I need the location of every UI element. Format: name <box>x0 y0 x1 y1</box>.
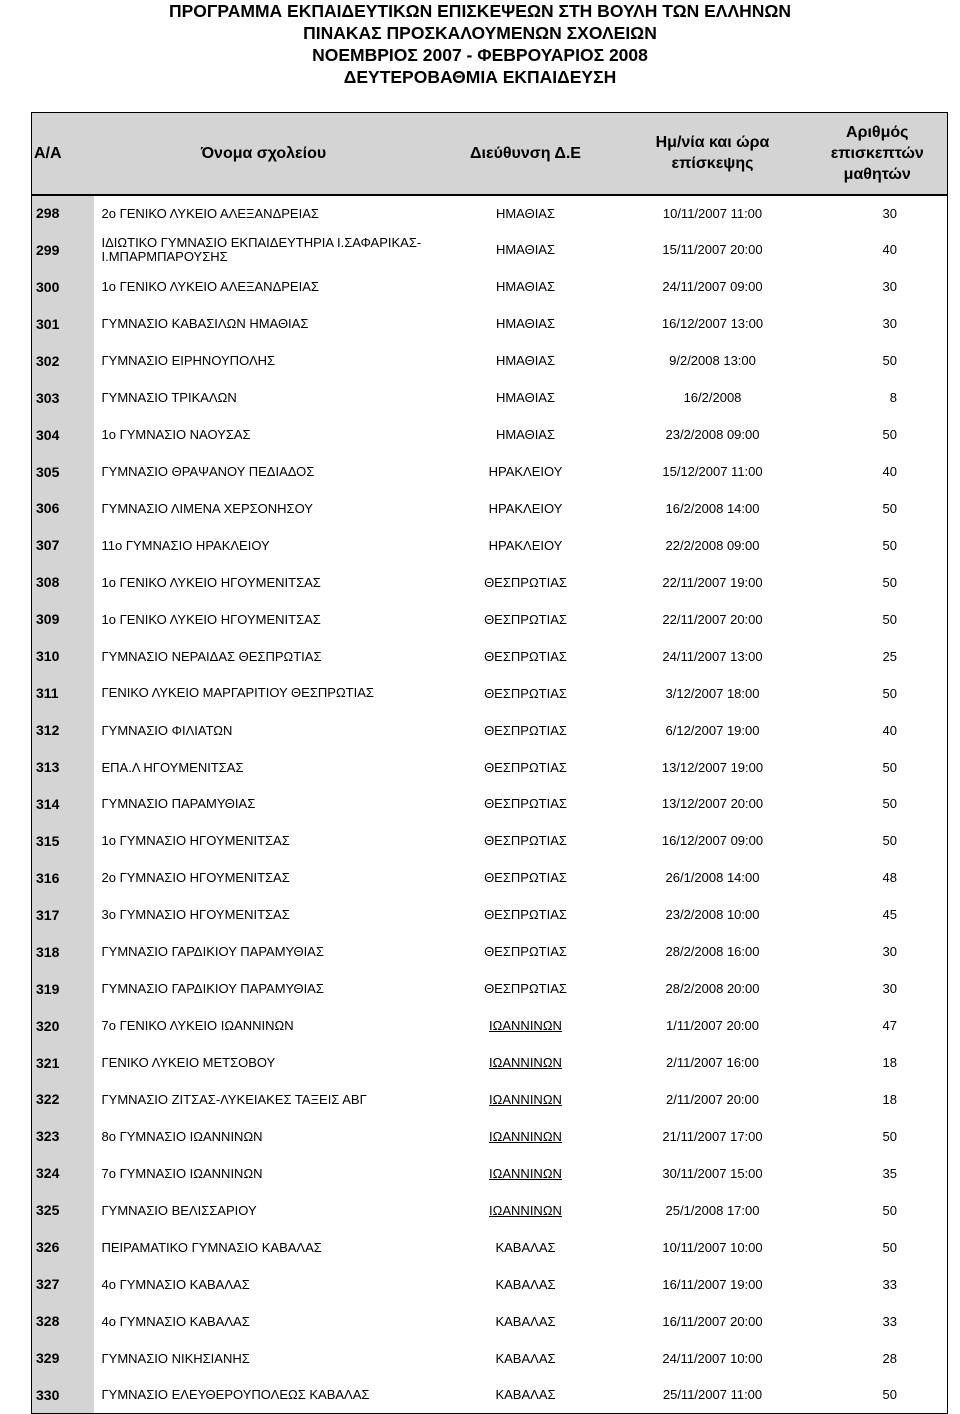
table-row <box>32 1155 948 1192</box>
student-count: 30 <box>882 279 897 295</box>
student-count: 50 <box>882 833 897 849</box>
direction: ΙΩΑΝΝΙΝΩΝ <box>489 1165 562 1181</box>
student-count: 50 <box>882 1128 897 1144</box>
student-count: 18 <box>882 1091 897 1107</box>
header-students <box>808 113 948 195</box>
student-count: 50 <box>882 574 897 590</box>
student-count: 50 <box>882 685 897 701</box>
table-row <box>32 1118 948 1155</box>
visit-date: 3/12/2007 18:00 <box>665 685 760 701</box>
student-count: 30 <box>882 981 897 997</box>
row-index: 321 <box>32 1044 94 1081</box>
school-name: ΓΥΜΝΑΣΙΟ ΛΙΜΕΝΑ ΧΕΡΣΟΝΗΣΟΥ <box>101 500 313 516</box>
row-index: 299 <box>32 231 94 268</box>
header-date-line1: Ημ/νία και ώρα <box>655 134 770 152</box>
student-count: 50 <box>882 611 897 627</box>
visit-date: 6/12/2007 19:00 <box>665 722 760 738</box>
school-name: 4ο ΓΥΜΝΑΣΙΟ ΚΑΒΑΛΑΣ <box>101 1313 250 1329</box>
student-count: 40 <box>882 722 897 738</box>
visit-date: 15/11/2007 20:00 <box>662 242 763 258</box>
row-index: 300 <box>32 268 94 305</box>
table-row <box>32 1340 948 1377</box>
student-count: 48 <box>882 870 897 886</box>
school-name: 1ο ΓΕΝΙΚΟ ΛΥΚΕΙΟ ΗΓΟΥΜΕΝΙΤΣΑΣ <box>101 574 321 590</box>
school-name: ΓΥΜΝΑΣΙΟ ΝΙΚΗΣΙΑΝΗΣ <box>101 1350 250 1366</box>
direction: ΘΕΣΠΡΩΤΙΑΣ <box>484 907 567 923</box>
school-name: 1ο ΓΕΝΙΚΟ ΛΥΚΕΙΟ ΑΛΕΞΑΝΔΡΕΙΑΣ <box>101 279 319 295</box>
direction: ΘΕΣΠΡΩΤΙΑΣ <box>484 981 567 997</box>
visit-date: 10/11/2007 10:00 <box>662 1239 763 1255</box>
school-name: 4ο ΓΥΜΝΑΣΙΟ ΚΑΒΑΛΑΣ <box>101 1276 250 1292</box>
header-school: Όνομα σχολείου <box>94 113 434 195</box>
student-count: 30 <box>882 316 897 332</box>
table-row <box>32 675 948 712</box>
visit-date: 28/2/2008 16:00 <box>665 944 760 960</box>
table-row <box>32 231 948 268</box>
row-index: 328 <box>32 1303 94 1340</box>
visit-date: 10/11/2007 11:00 <box>662 205 763 221</box>
student-count: 40 <box>882 464 897 480</box>
title-line-2: ΠΙΝΑΚΑΣ ΠΡΟΣΚΑΛΟΥΜΕΝΩΝ ΣΧΟΛΕΙΩΝ <box>303 23 657 43</box>
row-index: 315 <box>32 822 94 859</box>
row-index: 330 <box>32 1377 94 1414</box>
visit-date: 16/11/2007 19:00 <box>662 1276 763 1292</box>
direction: ΗΡΑΚΛΕΙΟΥ <box>488 500 563 516</box>
document-title <box>0 0 960 88</box>
school-name: 1ο ΓΥΜΝΑΣΙΟ ΝΑΟΥΣΑΣ <box>101 427 251 443</box>
student-count: 50 <box>882 500 897 516</box>
student-count: 50 <box>882 796 897 812</box>
visit-date: 28/2/2008 20:00 <box>665 981 760 997</box>
header-direction: Διεύθυνση Δ.Ε <box>434 113 618 195</box>
visit-date: 22/11/2007 19:00 <box>662 574 763 590</box>
student-count: 28 <box>882 1350 897 1366</box>
school-name: ΓΥΜΝΑΣΙΟ ΓΑΡΔΙΚΙΟΥ ΠΑΡΑΜΥΘΙΑΣ <box>101 981 324 997</box>
student-count: 18 <box>882 1055 897 1071</box>
row-index: 312 <box>32 712 94 749</box>
student-count: 30 <box>882 205 897 221</box>
school-name: ΠΕΙΡΑΜΑΤΙΚΟ ΓΥΜΝΑΣΙΟ ΚΑΒΑΛΑΣ <box>101 1239 322 1255</box>
student-count: 45 <box>882 907 897 923</box>
table-row <box>32 970 948 1007</box>
row-index: 329 <box>32 1340 94 1377</box>
school-name: ΙΔΙΩΤΙΚΟ ΓΥΜΝΑΣΙΟ ΕΚΠΑΙΔΕΥΤΗΡΙΑ Ι.ΣΑΦΑΡΙΚΑΣ-Ι.ΜΠΑΡΜΠΑΡΟΥΣΗΣ <box>101 234 422 264</box>
visit-date: 24/11/2007 10:00 <box>662 1350 763 1366</box>
header-students-line2: επισκεπτών <box>830 144 924 162</box>
row-index: 298 <box>32 195 94 232</box>
table-row <box>32 305 948 342</box>
visit-date: 9/2/2008 13:00 <box>669 353 756 369</box>
school-name: ΓΥΜΝΑΣΙΟ ΦΙΛΙΑΤΩΝ <box>101 722 233 738</box>
direction: ΙΩΑΝΝΙΝΩΝ <box>489 1128 562 1144</box>
row-index: 309 <box>32 601 94 638</box>
table-row <box>32 1007 948 1044</box>
table-row <box>32 342 948 379</box>
row-index: 304 <box>32 416 94 453</box>
table-row <box>32 822 948 859</box>
direction: ΚΑΒΑΛΑΣ <box>495 1387 556 1403</box>
direction: ΘΕΣΠΡΩΤΙΑΣ <box>484 685 567 701</box>
school-name: 7ο ΓΥΜΝΑΣΙΟ ΙΩΑΝΝΙΝΩΝ <box>101 1165 263 1181</box>
table-row <box>32 1192 948 1229</box>
visit-date: 30/11/2007 15:00 <box>662 1165 763 1181</box>
student-count: 50 <box>882 1387 897 1403</box>
row-index: 322 <box>32 1081 94 1118</box>
visit-date: 13/12/2007 19:00 <box>661 759 764 775</box>
direction: ΚΑΒΑΛΑΣ <box>495 1350 556 1366</box>
table-row <box>32 564 948 601</box>
direction: ΗΜΑΘΙΑΣ <box>495 316 556 332</box>
school-name: 1ο ΓΕΝΙΚΟ ΛΥΚΕΙΟ ΗΓΟΥΜΕΝΙΤΣΑΣ <box>101 611 321 627</box>
table-row <box>32 896 948 933</box>
row-index: 310 <box>32 638 94 675</box>
row-index: 308 <box>32 564 94 601</box>
student-count: 50 <box>882 1239 897 1255</box>
row-index: 317 <box>32 896 94 933</box>
school-name: ΓΥΜΝΑΣΙΟ ΘΡΑΨΑΝΟΥ ΠΕΔΙΑΔΟΣ <box>101 464 315 480</box>
visit-date: 25/1/2008 17:00 <box>665 1202 760 1218</box>
row-index: 307 <box>32 527 94 564</box>
row-index: 318 <box>32 933 94 970</box>
row-index: 326 <box>32 1229 94 1266</box>
student-count: 33 <box>882 1276 897 1292</box>
table-row <box>32 527 948 564</box>
direction: ΙΩΑΝΝΙΝΩΝ <box>489 1055 562 1071</box>
row-index: 313 <box>32 749 94 786</box>
direction: ΗΜΑΘΙΑΣ <box>495 242 556 258</box>
direction: ΗΜΑΘΙΑΣ <box>495 205 556 221</box>
table-row <box>32 601 948 638</box>
direction: ΚΑΒΑΛΑΣ <box>495 1239 556 1255</box>
row-index: 319 <box>32 970 94 1007</box>
visit-date: 23/2/2008 10:00 <box>665 907 760 923</box>
table-row <box>32 268 948 305</box>
row-index: 301 <box>32 305 94 342</box>
visit-date: 26/1/2008 14:00 <box>665 870 760 886</box>
table-row <box>32 1044 948 1081</box>
direction: ΗΜΑΘΙΑΣ <box>495 427 556 443</box>
visit-date: 24/11/2007 09:00 <box>662 279 763 295</box>
direction: ΗΜΑΘΙΑΣ <box>495 279 556 295</box>
direction: ΙΩΑΝΝΙΝΩΝ <box>489 1018 562 1034</box>
visit-date: 16/2/2008 <box>683 390 742 406</box>
row-index: 327 <box>32 1266 94 1303</box>
visit-date: 21/11/2007 17:00 <box>662 1128 763 1144</box>
visit-date: 22/2/2008 09:00 <box>665 537 760 553</box>
direction: ΘΕΣΠΡΩΤΙΑΣ <box>484 870 567 886</box>
header-idx: Α/Α <box>32 113 94 195</box>
direction: ΘΕΣΠΡΩΤΙΑΣ <box>484 944 567 960</box>
title-line-4: ΔΕΥΤΕΡΟΒΑΘΜΙΑ ΕΚΠΑΙΔΕΥΣΗ <box>343 67 617 87</box>
school-name: ΓΥΜΝΑΣΙΟ ΤΡΙΚΑΛΩΝ <box>101 390 237 406</box>
table-row <box>32 933 948 970</box>
visit-date: 2/11/2007 20:00 <box>665 1091 759 1107</box>
row-index: 323 <box>32 1118 94 1155</box>
row-index: 302 <box>32 342 94 379</box>
direction: ΙΩΑΝΝΙΝΩΝ <box>489 1091 562 1107</box>
school-name: ΓΥΜΝΑΣΙΟ ΓΑΡΔΙΚΙΟΥ ΠΑΡΑΜΥΘΙΑΣ <box>101 944 324 960</box>
table-row <box>32 749 948 786</box>
direction: ΚΑΒΑΛΑΣ <box>495 1276 556 1292</box>
table-row <box>32 786 948 823</box>
school-name: ΕΠΑ.Λ ΗΓΟΥΜΕΝΙΤΣΑΣ <box>101 759 244 775</box>
row-index: 320 <box>32 1007 94 1044</box>
direction: ΘΕΣΠΡΩΤΙΑΣ <box>484 574 567 590</box>
title-line-1: ΠΡΟΓΡΑΜΜΑ ΕΚΠΑΙΔΕΥΤΙΚΩΝ ΕΠΙΣΚΕΨΕΩΝ ΣΤΗ ΒΟΥΛΗ ΤΩΝ ΕΛΛΗΝΩΝ <box>168 1 792 21</box>
student-count: 40 <box>882 242 897 258</box>
row-index: 314 <box>32 786 94 823</box>
student-count: 35 <box>882 1165 897 1181</box>
visit-date: 2/11/2007 16:00 <box>665 1055 759 1071</box>
direction: ΗΡΑΚΛΕΙΟΥ <box>488 537 563 553</box>
visit-date: 22/11/2007 20:00 <box>662 611 763 627</box>
row-index: 306 <box>32 490 94 527</box>
visit-date: 25/11/2007 11:00 <box>662 1387 763 1403</box>
direction: ΘΕΣΠΡΩΤΙΑΣ <box>484 833 567 849</box>
table-row <box>32 1266 948 1303</box>
direction: ΗΜΑΘΙΑΣ <box>495 353 556 369</box>
student-count: 50 <box>882 759 897 775</box>
school-name: ΓΥΜΝΑΣΙΟ ΝΕΡΑΙΔΑΣ ΘΕΣΠΡΩΤΙΑΣ <box>101 648 322 664</box>
header-students-line1: Αριθμός <box>846 123 909 141</box>
visit-date: 24/11/2007 13:00 <box>662 648 763 664</box>
row-index: 316 <box>32 859 94 896</box>
visit-date: 1/11/2007 20:00 <box>665 1018 759 1034</box>
student-count: 47 <box>882 1018 897 1034</box>
row-index: 305 <box>32 453 94 490</box>
school-name: ΓΕΝΙΚΟ ΛΥΚΕΙΟ ΜΑΡΓΑΡΙΤΙΟΥ ΘΕΣΠΡΩΤΙΑΣ <box>101 685 374 701</box>
visit-date: 23/2/2008 09:00 <box>665 427 760 443</box>
school-name: 11ο ΓΥΜΝΑΣΙΟ ΗΡΑΚΛΕΙΟΥ <box>101 537 270 553</box>
direction: ΘΕΣΠΡΩΤΙΑΣ <box>484 796 567 812</box>
school-name: ΓΥΜΝΑΣΙΟ ΒΕΛΙΣΣΑΡΙΟΥ <box>101 1202 257 1218</box>
school-name: ΓΥΜΝΑΣΙΟ ΖΙΤΣΑΣ-ΛΥΚΕΙΑΚΕΣ ΤΑΞΕΙΣ ΑΒΓ <box>101 1091 367 1107</box>
school-name: ΓΥΜΝΑΣΙΟ ΠΑΡΑΜΥΘΙΑΣ <box>101 796 256 812</box>
school-name: 1ο ΓΥΜΝΑΣΙΟ ΗΓΟΥΜΕΝΙΤΣΑΣ <box>101 833 290 849</box>
row-index: 303 <box>32 379 94 416</box>
visit-date: 13/12/2007 20:00 <box>661 796 764 812</box>
schools-table <box>31 112 948 1414</box>
table-row <box>32 195 948 232</box>
direction: ΗΜΑΘΙΑΣ <box>495 390 556 406</box>
table-row <box>32 1081 948 1118</box>
visit-date: 15/12/2007 11:00 <box>662 464 763 480</box>
school-name: 2ο ΓΥΜΝΑΣΙΟ ΗΓΟΥΜΕΝΙΤΣΑΣ <box>101 870 290 886</box>
school-name: ΓΕΝΙΚΟ ΛΥΚΕΙΟ ΜΕΤΣΟΒΟΥ <box>101 1055 276 1071</box>
visit-date: 16/11/2007 20:00 <box>662 1313 763 1329</box>
table-row <box>32 1377 948 1414</box>
student-count: 50 <box>882 427 897 443</box>
direction: ΘΕΣΠΡΩΤΙΑΣ <box>484 648 567 664</box>
row-index: 311 <box>32 675 94 712</box>
school-name: 3ο ΓΥΜΝΑΣΙΟ ΗΓΟΥΜΕΝΙΤΣΑΣ <box>101 907 290 923</box>
table-header-row <box>32 113 948 195</box>
school-name: 8ο ΓΥΜΝΑΣΙΟ ΙΩΑΝΝΙΝΩΝ <box>101 1128 263 1144</box>
header-students-line3: μαθητών <box>843 165 911 183</box>
visit-date: 16/12/2007 13:00 <box>661 316 764 332</box>
header-date <box>618 113 808 195</box>
direction: ΘΕΣΠΡΩΤΙΑΣ <box>484 759 567 775</box>
direction: ΘΕΣΠΡΩΤΙΑΣ <box>484 722 567 738</box>
student-count: 33 <box>882 1313 897 1329</box>
school-name: ΓΥΜΝΑΣΙΟ ΕΛΕΥΘΕΡΟΥΠΟΛΕΩΣ ΚΑΒΑΛΑΣ <box>101 1387 370 1403</box>
table-row <box>32 1229 948 1266</box>
visit-date: 16/2/2008 14:00 <box>665 500 760 516</box>
direction: ΚΑΒΑΛΑΣ <box>495 1313 556 1329</box>
table-row <box>32 1303 948 1340</box>
student-count: 8 <box>889 390 897 406</box>
student-count: 25 <box>882 648 897 664</box>
row-index: 325 <box>32 1192 94 1229</box>
school-name: ΓΥΜΝΑΣΙΟ ΕΙΡΗΝΟΥΠΟΛΗΣ <box>101 353 276 369</box>
table-row <box>32 859 948 896</box>
student-count: 30 <box>882 944 897 960</box>
table-row <box>32 638 948 675</box>
student-count: 50 <box>882 537 897 553</box>
table-row <box>32 416 948 453</box>
visit-date: 16/12/2007 09:00 <box>661 833 764 849</box>
student-count: 50 <box>882 1202 897 1218</box>
school-name: ΓΥΜΝΑΣΙΟ ΚΑΒΑΣΙΛΩΝ ΗΜΑΘΙΑΣ <box>101 316 309 332</box>
title-line-3: ΝΟΕΜΒΡΙΟΣ 2007 - ΦΕΒΡΟΥΑΡΙΟΣ 2008 <box>312 45 648 65</box>
row-index: 324 <box>32 1155 94 1192</box>
school-name: 2ο ΓΕΝΙΚΟ ΛΥΚΕΙΟ ΑΛΕΞΑΝΔΡΕΙΑΣ <box>101 205 319 221</box>
table-row <box>32 379 948 416</box>
header-date-line2: επίσκεψης <box>671 155 754 173</box>
table-body <box>32 195 948 1414</box>
direction: ΗΡΑΚΛΕΙΟΥ <box>488 464 563 480</box>
school-name: 7ο ΓΕΝΙΚΟ ΛΥΚΕΙΟ ΙΩΑΝΝΙΝΩΝ <box>101 1018 294 1034</box>
direction: ΘΕΣΠΡΩΤΙΑΣ <box>484 611 567 627</box>
direction: ΙΩΑΝΝΙΝΩΝ <box>489 1202 562 1218</box>
table-row <box>32 712 948 749</box>
student-count: 50 <box>882 353 897 369</box>
table-row <box>32 490 948 527</box>
table-row <box>32 453 948 490</box>
